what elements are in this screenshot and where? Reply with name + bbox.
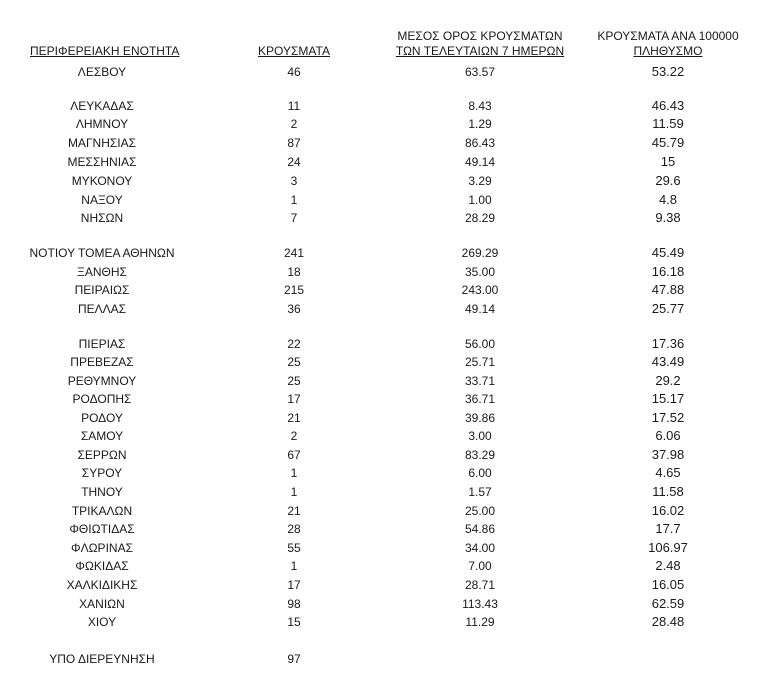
region-name: ΣΕΡΡΩΝ [77, 448, 127, 462]
cases-count: 3 [290, 174, 298, 188]
seven-day-average: 1.29 [468, 117, 492, 131]
cases-per-100k: 62.59 [651, 596, 685, 611]
header-average-line2: ΤΩΝ ΤΕΛΕΥΤΑΙΩΝ 7 ΗΜΕΡΩΝ [395, 44, 565, 58]
seven-day-average: 28.71 [464, 578, 496, 592]
seven-day-average: 49.14 [464, 155, 496, 169]
cases-per-100k: 25.77 [651, 301, 685, 316]
region-name: ΠΕΛΛΑΣ [77, 302, 127, 316]
cases-count: 11 [287, 99, 301, 113]
cases-per-100k: 16.18 [651, 264, 685, 279]
cases-per-100k: 47.88 [651, 282, 685, 297]
cases-count: 25 [287, 355, 301, 369]
cases-per-100k: 29.2 [655, 373, 681, 388]
header-per-100k [578, 29, 758, 59]
seven-day-average: 36.71 [464, 392, 496, 406]
seven-day-average: 49.14 [464, 302, 496, 316]
cases-per-100k: 45.49 [651, 245, 685, 260]
region-name: ΝΑΞΟΥ [81, 193, 123, 207]
cases-count: 18 [287, 265, 301, 279]
cases-count: 17 [287, 392, 301, 406]
cases-per-100k: 15.17 [651, 391, 685, 406]
cases-count: 21 [287, 504, 301, 518]
cases-count: 21 [287, 411, 301, 425]
header-average-line1: ΜΕΣΟΣ ΟΡΟΣ ΚΡΟΥΣΜΑΤΩΝ [397, 29, 563, 43]
region-name: ΝΟΤΙΟΥ ΤΟΜΕΑ ΑΘΗΝΩΝ [29, 246, 175, 260]
region-name: ΛΕΥΚΑΔΑΣ [70, 99, 134, 113]
region-name: ΧΑΛΚΙΔΙΚΗΣ [66, 578, 138, 592]
seven-day-average: 6.00 [468, 466, 492, 480]
cases-per-100k: 37.98 [651, 447, 685, 462]
cases-per-100k: 6.06 [655, 428, 681, 443]
seven-day-average: 25.00 [464, 504, 496, 518]
cases-count: 1 [290, 559, 298, 573]
region-name: ΜΥΚΟΝΟΥ [71, 174, 133, 188]
cases-count: 22 [287, 337, 301, 351]
cases-per-100k: 17.7 [655, 521, 681, 536]
cases-count: 36 [287, 302, 301, 316]
cases-per-100k: 11.58 [652, 484, 684, 499]
region-name: ΦΩΚΙΔΑΣ [75, 559, 129, 573]
region-name: ΜΕΣΣΗΝΙΑΣ [67, 155, 137, 169]
region-name: ΝΗΣΩΝ [80, 211, 124, 225]
header-region: ΠΕΡΙΦΕΡΕΙΑΚΗ ΕΝΟΤΗΤΑ [30, 44, 180, 58]
cases-count: 87 [287, 136, 301, 150]
cases-per-100k: 29.6 [655, 173, 681, 188]
seven-day-average: 39.86 [464, 411, 496, 425]
cases-count: 67 [287, 448, 301, 462]
seven-day-average: 35.00 [464, 265, 496, 279]
cases-per-100k: 45.79 [651, 135, 685, 150]
seven-day-average: 3.29 [468, 174, 492, 188]
cases-per-100k: 11.59 [652, 116, 684, 131]
region-name: ΦΘΙΩΤΙΔΑΣ [69, 522, 135, 536]
cases-per-100k: 106.97 [648, 540, 688, 555]
seven-day-average: 11.29 [465, 615, 495, 629]
region-name: ΤΡΙΚΑΛΩΝ [71, 504, 133, 518]
header-per-100k-line1: ΚΡΟΥΣΜΑΤΑ ΑΝΑ 100000 [597, 29, 739, 43]
cases-per-100k: 17.36 [651, 336, 685, 351]
cases-count: 2 [290, 429, 298, 443]
seven-day-average: 243.00 [461, 283, 499, 297]
cases-per-100k: 46.43 [651, 98, 685, 113]
cases-per-100k: 4.65 [655, 465, 681, 480]
cases-count: 28 [287, 522, 301, 536]
cases-per-100k: 2.48 [655, 558, 681, 573]
region-name: ΦΛΩΡΙΝΑΣ [71, 541, 133, 555]
region-name: ΛΕΣΒΟΥ [77, 65, 127, 79]
region-name: ΤΗΝΟΥ [81, 485, 123, 499]
cases-count: 97 [287, 652, 301, 666]
cases-per-100k: 16.05 [651, 577, 685, 592]
seven-day-average: 1.00 [468, 193, 492, 207]
cases-count: 1 [290, 193, 298, 207]
seven-day-average: 7.00 [468, 559, 492, 573]
region-name: ΠΕΙΡΑΙΩΣ [74, 283, 130, 297]
seven-day-average: 83.29 [464, 448, 496, 462]
header-cases: ΚΡΟΥΣΜΑΤΑ [258, 44, 330, 58]
seven-day-average: 56.00 [464, 337, 496, 351]
seven-day-average: 3.00 [468, 429, 492, 443]
cases-count: 17 [287, 578, 301, 592]
cases-count: 241 [283, 246, 305, 260]
cases-count: 98 [287, 597, 301, 611]
cases-per-100k: 15 [660, 154, 676, 169]
region-name: ΣΑΜΟΥ [80, 429, 124, 443]
seven-day-average: 28.29 [464, 211, 496, 225]
cases-count: 2 [290, 117, 298, 131]
seven-day-average: 25.71 [464, 355, 496, 369]
cases-count: 24 [287, 155, 301, 169]
seven-day-average: 33.71 [464, 374, 496, 388]
cases-count: 215 [283, 283, 305, 297]
region-name: ΡΟΔΟΥ [81, 411, 123, 425]
cases-per-100k: 4.8 [658, 192, 678, 207]
seven-day-average: 54.86 [464, 522, 496, 536]
cases-count: 1 [290, 466, 298, 480]
region-name: ΛΗΜΝΟΥ [75, 117, 129, 131]
cases-count: 15 [287, 615, 301, 629]
cases-count: 25 [287, 374, 301, 388]
seven-day-average: 113.43 [462, 597, 498, 611]
region-name: ΧΙΟΥ [87, 615, 117, 629]
cases-count: 55 [287, 541, 301, 555]
region-name: ΠΙΕΡΙΑΣ [78, 337, 126, 351]
seven-day-average: 63.57 [464, 65, 496, 79]
seven-day-average: 86.43 [464, 136, 496, 150]
region-name: ΡΕΘΥΜΝΟΥ [67, 374, 137, 388]
header-per-100k-line2: ΠΛΗΘΥΣΜΟ [633, 44, 703, 58]
region-name: ΠΡΕΒΕΖΑΣ [70, 355, 134, 369]
cases-per-100k: 16.02 [651, 503, 685, 518]
seven-day-average: 34.00 [464, 541, 496, 555]
region-name: ΣΥΡΟΥ [81, 466, 123, 480]
region-name: ΥΠΟ ΔΙΕΡΕΥΝΗΣΗ [49, 652, 155, 666]
cases-count: 1 [290, 485, 298, 499]
cases-count: 46 [287, 65, 301, 79]
region-name: ΜΑΓΝΗΣΙΑΣ [67, 136, 137, 150]
region-name: ΧΑΝΙΩΝ [79, 597, 125, 611]
seven-day-average: 269.29 [461, 246, 499, 260]
cases-per-100k: 17.52 [651, 410, 685, 425]
cases-per-100k: 53.22 [651, 64, 685, 79]
region-name: ΞΑΝΘΗΣ [77, 265, 127, 279]
seven-day-average: 8.43 [468, 99, 492, 113]
cases-per-100k: 43.49 [651, 354, 685, 369]
cases-per-100k: 28.48 [651, 614, 685, 629]
cases-per-100k: 9.38 [655, 210, 681, 225]
seven-day-average: 1.57 [468, 485, 492, 499]
cases-count: 7 [290, 211, 298, 225]
region-name: ΡΟΔΟΠΗΣ [72, 392, 132, 406]
header-average [385, 29, 575, 59]
